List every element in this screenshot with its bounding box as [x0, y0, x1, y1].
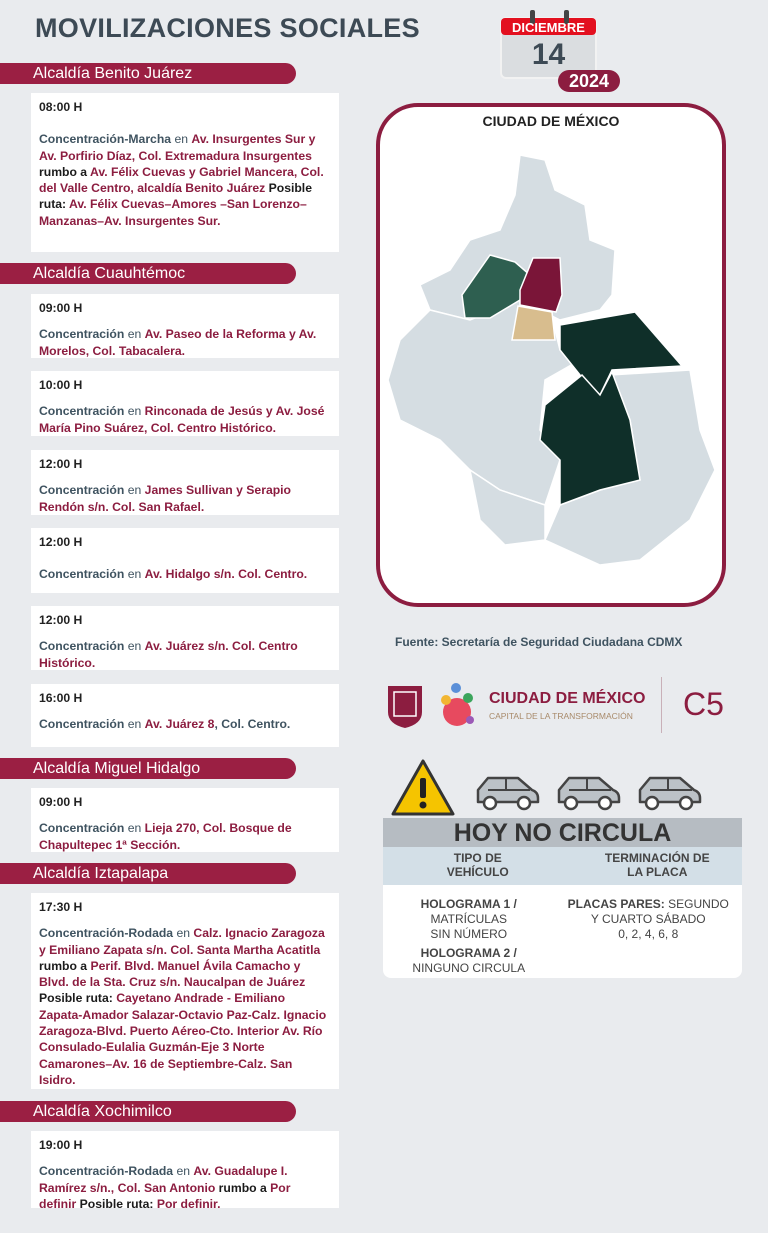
event-description: [39, 820, 331, 853]
event-text-conn: Posible ruta:: [39, 181, 312, 212]
holo2-text: NINGUNO CIRCULA: [412, 961, 526, 975]
event-text-conn: Posible ruta:: [76, 1196, 157, 1211]
event-text-place: Rinconada de Jesús y Av. José María Pino Suárez, Col. Centro Histórico.: [39, 404, 325, 435]
event-description: [39, 925, 331, 1088]
event-text-en: en: [124, 483, 145, 498]
hnc-col1-header: TIPO DE VEHÍCULO: [446, 851, 509, 879]
event-card: [31, 528, 339, 593]
page-title: MOVILIZACIONES SOCIALES: [35, 13, 420, 43]
heart-flower-logo: [436, 676, 478, 734]
event-card: [31, 1131, 339, 1211]
map-title: CIUDAD DE MÉXICO: [482, 113, 620, 129]
section-header: Alcaldía Cuauhtémoc: [0, 263, 296, 284]
event-text-en: en: [173, 1164, 194, 1179]
event-text-en: en: [124, 567, 145, 582]
event-time: 10:00 H: [39, 378, 83, 392]
car-icon: [555, 774, 621, 817]
event-text-en: en: [124, 404, 145, 419]
event-text-conn: rumbo a: [39, 958, 91, 973]
holo1-title: HOLOGRAMA 1 /: [420, 897, 517, 911]
event-text-place: Lieja 270, Col. Bosque de Chapultepec 1ª Sección.: [39, 821, 292, 852]
event-time: 12:00 H: [39, 613, 83, 627]
event-card: [31, 684, 339, 747]
event-text-label: Concentración: [39, 821, 125, 836]
event-card: [31, 450, 339, 515]
event-card: [31, 294, 339, 358]
event-description: [39, 716, 331, 732]
event-time: 12:00 H: [39, 535, 83, 549]
event-text-place: Av. Guadalupe I. Ramírez s/n., Col. San Antonio: [39, 1164, 288, 1195]
event-text-place: Por definir: [39, 1180, 291, 1211]
event-text-label: Concentración: [39, 639, 125, 654]
event-text-place: Av. Félix Cuevas–Amores –San Lorenzo–Manzanas–Av. Insurgentes Sur.: [39, 197, 307, 228]
placas-title: PLACAS PARES:: [567, 897, 665, 911]
event-text-conn: rumbo a: [39, 164, 91, 179]
event-time: 16:00 H: [39, 691, 83, 705]
event-text-label: Concentración-Marcha: [39, 132, 172, 147]
warning-icon: [390, 758, 456, 823]
section-header: Alcaldía Benito Juárez: [0, 63, 296, 84]
event-text-place: Cayetano Andrade - Emiliano Zapata-Amador Salazar-Octavio Paz-Calz. Ignacio Zaragoza-Blvd. Puerto Aéreo-Cto. Interior Av. Río Consulado-Eulalia Guzmán-Eje 3 Norte Camarones–Av. 16 de Septiembre-Calz. San Isidro.: [39, 991, 327, 1087]
calendar-date: [498, 10, 620, 94]
event-text-label: Concentración: [39, 327, 125, 342]
event-description: [39, 638, 331, 671]
hnc-col2-header: TERMINACIÓN DE LA PLACA: [604, 851, 710, 879]
logo-c5: C5: [683, 686, 724, 722]
event-text-en: en: [124, 639, 145, 654]
section-header: Alcaldía Iztapalapa: [0, 863, 296, 884]
logo-city-name: CIUDAD DE MÉXICO: [489, 690, 646, 707]
placas-digits: 0, 2, 4, 6, 8: [618, 927, 679, 941]
event-description: [39, 326, 331, 359]
cdmx-map: [376, 103, 726, 607]
event-text-label: Concentración-Rodada: [39, 926, 174, 941]
event-description: [39, 403, 331, 436]
event-text-label: Concentración: [39, 567, 125, 582]
event-text-conn: rumbo a: [215, 1180, 271, 1195]
car-icon: [636, 774, 702, 817]
event-text-place: Av. Insurgentes Sur y Av. Porfirio Díaz, Col. Extremadura Insurgentes: [39, 132, 316, 163]
calendar-day: 14: [531, 38, 566, 71]
event-text-place: Calz. Ignacio Zaragoza y Emiliano Zapata s/n. Col. Santa Martha Acatitla: [39, 926, 325, 957]
event-text-en: en: [171, 132, 192, 147]
logo-divider: [661, 677, 662, 733]
event-time: 19:00 H: [39, 1138, 83, 1152]
event-card: [31, 893, 339, 1089]
event-text-place: Av. Félix Cuevas y Gabriel Mancera, Col. del Valle Centro, alcaldía Benito Juárez: [39, 164, 324, 196]
event-text-label: Concentración: [39, 404, 125, 419]
holo2-title: HOLOGRAMA 2 /: [420, 946, 517, 960]
source-text: Fuente: Secretaría de Seguridad Ciudadana CDMX: [395, 635, 683, 649]
event-text-label: , Col. Centro.: [214, 717, 291, 732]
calendar-month: DICIEMBRE: [512, 20, 585, 35]
hoy-no-circula-panel: [383, 818, 742, 978]
event-text-place: Av. Paseo de la Reforma y Av. Morelos, Col. Tabacalera.: [39, 327, 317, 358]
placas-text: SEGUNDO Y CUARTO SÁBADO: [590, 897, 729, 926]
event-time: 09:00 H: [39, 301, 83, 315]
event-text-en: en: [124, 821, 145, 836]
event-description: [39, 131, 331, 229]
event-text-place: James Sullivan y Serapio Rendón s/n. Col. San Rafael.: [39, 483, 291, 514]
hnc-title: HOY NO CIRCULA: [383, 818, 742, 847]
event-text-place: Av. Juárez 8: [144, 717, 215, 732]
event-text-en: en: [124, 327, 145, 342]
event-description: [39, 1163, 331, 1212]
event-text-place: Av. Juárez s/n. Col. Centro Histórico.: [39, 639, 298, 670]
event-card: [31, 93, 339, 252]
event-text-label: Concentración: [39, 717, 125, 732]
cdmx-shield-logo: [386, 684, 424, 729]
event-card: [31, 606, 339, 670]
event-text-conn: Posible ruta:: [39, 991, 117, 1006]
map-benito-juarez: [512, 306, 555, 340]
event-text-label: Concentración: [39, 483, 125, 498]
alcaldias-map: [380, 107, 722, 603]
event-description: [39, 566, 331, 582]
event-time: 09:00 H: [39, 795, 83, 809]
event-time: 12:00 H: [39, 457, 83, 471]
event-card: [31, 788, 339, 852]
calendar-year: 2024: [568, 71, 610, 91]
section-header: Alcaldía Xochimilco: [0, 1101, 296, 1122]
event-text-en: en: [173, 926, 194, 941]
event-text-place: Por definir.: [156, 1196, 221, 1211]
event-time: 08:00 H: [39, 100, 83, 114]
event-description: [39, 482, 331, 515]
event-text-place: Av. Hidalgo s/n. Col. Centro.: [144, 567, 308, 582]
holo1-text: MATRÍCULAS SIN NÚMERO: [430, 912, 508, 941]
event-time: 17:30 H: [39, 900, 83, 914]
car-icon: [474, 774, 540, 817]
event-card: [31, 371, 339, 436]
logo-tagline: CAPITAL DE LA TRANSFORMACIÓN: [489, 711, 633, 721]
event-text-en: en: [124, 717, 145, 732]
event-text-label: Concentración-Rodada: [39, 1164, 174, 1179]
event-text-place: Perif. Blvd. Manuel Ávila Camacho y Blvd. de la Sta. Cruz s/n. Naucalpan de Juárez: [39, 958, 306, 990]
section-header: Alcaldía Miguel Hidalgo: [0, 758, 296, 779]
